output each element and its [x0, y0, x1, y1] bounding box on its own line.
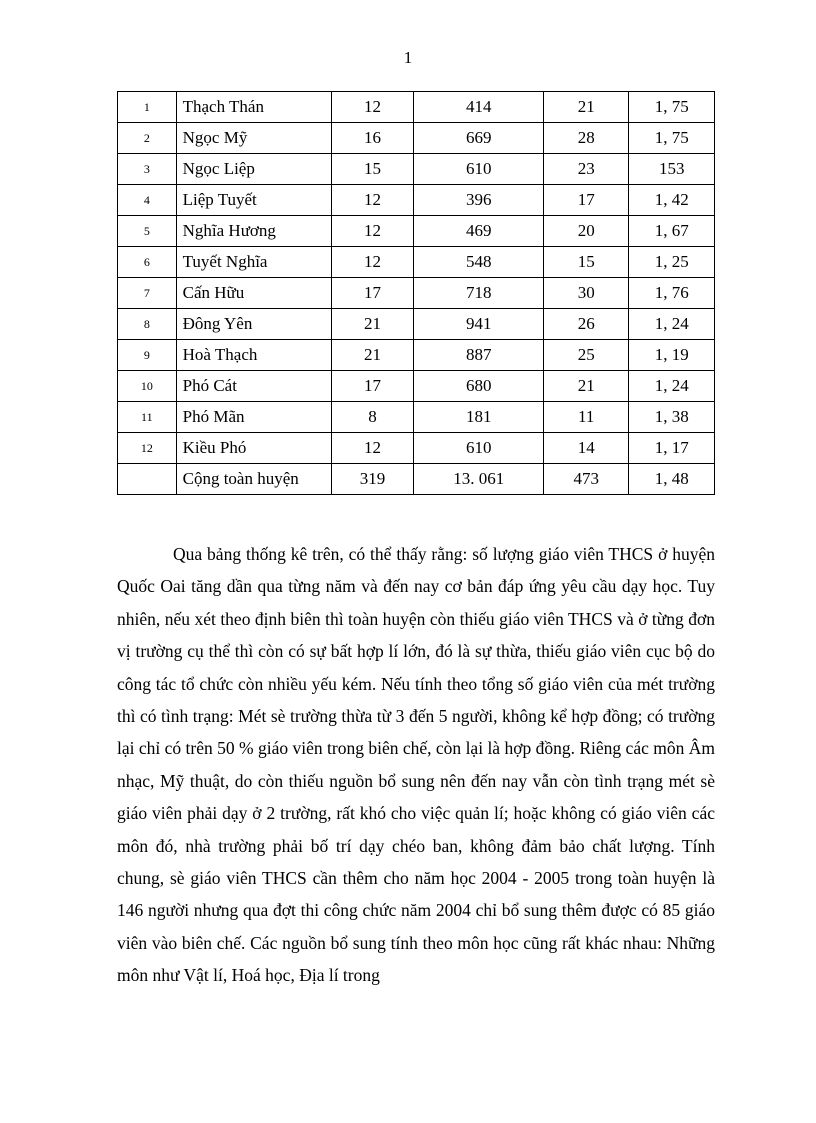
cell-col-a: 17	[331, 371, 414, 402]
table-row	[118, 309, 715, 340]
cell-commune-name: Cộng toàn huyện	[176, 464, 331, 495]
page-number: 1	[403, 48, 413, 67]
cell-col-b: 396	[414, 185, 543, 216]
cell-col-a: 21	[331, 309, 414, 340]
cell-col-d: 1, 75	[629, 123, 715, 154]
cell-col-b: 718	[414, 278, 543, 309]
cell-row-index: 2	[118, 123, 177, 154]
cell-row-index: 7	[118, 278, 177, 309]
table-row	[118, 185, 715, 216]
cell-col-a: 8	[331, 402, 414, 433]
cell-col-c: 28	[543, 123, 629, 154]
cell-row-index: 4	[118, 185, 177, 216]
cell-row-index: 1	[118, 92, 177, 123]
cell-col-c: 25	[543, 340, 629, 371]
cell-commune-name: Phó Mãn	[176, 402, 331, 433]
cell-row-index: 8	[118, 309, 177, 340]
cell-col-b: 669	[414, 123, 543, 154]
cell-col-c: 11	[543, 402, 629, 433]
cell-col-b: 941	[414, 309, 543, 340]
cell-commune-name: Nghĩa Hương	[176, 216, 331, 247]
cell-col-b: 610	[414, 154, 543, 185]
cell-commune-name: Ngọc Liệp	[176, 154, 331, 185]
body-paragraph: Qua bảng thống kê trên, có thể thấy rằng: số lượng giáo viên THCS ở huyện Quốc Oai tăng dần qua từng năm và đến nay cơ bản đáp ứng yêu cầu dạy học. Tuy nhiên, nếu xét theo định biên thì toàn huyện còn thiếu giáo viên THCS và ở từng đơn vị trường cụ thể thì còn có sự bất hợp lí lớn, đó là sự thừa, thiếu giáo viên cục bộ do công tác tổ chức còn nhiều yếu kém. Nếu tính theo tổng số giáo viên của mét trường thì có tình trạng: Mét sè trường thừa từ 3 đến 5 người, không kể hợp đồng; có trường lại chỉ có trên 50 % giáo viên trong biên chế, còn lại là hợp đồng. Riêng các môn Âm nhạc, Mỹ thuật, do còn thiếu nguồn bổ sung nên đến nay vẫn còn tình trạng mét sè giáo viên phải dạy ở 2 trường, rất khó cho việc quản lí; hoặc không có giáo viên các môn đó, nhà trường phải bố trí dạy chéo ban, không đảm bảo chất lượng. Tính chung, sè giáo viên THCS cần thêm cho năm học 2004 - 2005 trong toàn huyện là 146 người nhưng qua đợt thi công chức năm 2004 chỉ bổ sung thêm được có 85 giáo viên vào biên chế. Các nguồn bổ sung tính theo môn học cũng rất khác nhau: Những môn như Vật lí, Hoá học, Địa lí trong	[117, 544, 715, 986]
cell-col-a: 12	[331, 247, 414, 278]
cell-row-index: 11	[118, 402, 177, 433]
table-row	[118, 340, 715, 371]
cell-col-a: 16	[331, 123, 414, 154]
table-row	[118, 154, 715, 185]
cell-col-d: 1, 25	[629, 247, 715, 278]
cell-col-d: 1, 76	[629, 278, 715, 309]
cell-row-index: 12	[118, 433, 177, 464]
cell-col-c: 473	[543, 464, 629, 495]
cell-col-a: 12	[331, 216, 414, 247]
table-body	[118, 92, 715, 495]
cell-col-d: 1, 24	[629, 309, 715, 340]
cell-row-index	[118, 464, 177, 495]
cell-col-d: 1, 42	[629, 185, 715, 216]
cell-commune-name: Tuyết Nghĩa	[176, 247, 331, 278]
cell-row-index: 10	[118, 371, 177, 402]
cell-col-b: 680	[414, 371, 543, 402]
cell-col-d: 1, 24	[629, 371, 715, 402]
cell-commune-name: Kiều Phó	[176, 433, 331, 464]
cell-commune-name: Liệp Tuyết	[176, 185, 331, 216]
cell-col-d: 1, 48	[629, 464, 715, 495]
cell-col-a: 319	[331, 464, 414, 495]
cell-col-b: 13. 061	[414, 464, 543, 495]
cell-row-index: 9	[118, 340, 177, 371]
table-row	[118, 216, 715, 247]
cell-row-index: 5	[118, 216, 177, 247]
cell-col-b: 469	[414, 216, 543, 247]
table-row	[118, 371, 715, 402]
table-row	[118, 123, 715, 154]
cell-col-d: 1, 75	[629, 92, 715, 123]
cell-col-b: 887	[414, 340, 543, 371]
cell-col-a: 15	[331, 154, 414, 185]
table-total-row	[118, 464, 715, 495]
cell-commune-name: Hoà Thạch	[176, 340, 331, 371]
cell-col-c: 21	[543, 92, 629, 123]
cell-col-a: 17	[331, 278, 414, 309]
table-row	[118, 92, 715, 123]
cell-col-c: 17	[543, 185, 629, 216]
cell-col-d: 1, 17	[629, 433, 715, 464]
cell-row-index: 3	[118, 154, 177, 185]
cell-commune-name: Thạch Thán	[176, 92, 331, 123]
cell-col-a: 21	[331, 340, 414, 371]
cell-col-d: 1, 67	[629, 216, 715, 247]
table-row	[118, 247, 715, 278]
cell-col-a: 12	[331, 433, 414, 464]
cell-col-c: 30	[543, 278, 629, 309]
cell-col-a: 12	[331, 185, 414, 216]
cell-commune-name: Ngọc Mỹ	[176, 123, 331, 154]
cell-col-b: 414	[414, 92, 543, 123]
cell-commune-name: Cấn Hữu	[176, 278, 331, 309]
cell-col-b: 610	[414, 433, 543, 464]
table-row	[118, 402, 715, 433]
table-row	[118, 278, 715, 309]
cell-col-c: 26	[543, 309, 629, 340]
cell-col-a: 12	[331, 92, 414, 123]
cell-col-c: 15	[543, 247, 629, 278]
cell-col-d: 1, 38	[629, 402, 715, 433]
cell-col-b: 548	[414, 247, 543, 278]
cell-col-c: 23	[543, 154, 629, 185]
cell-col-d: 1, 19	[629, 340, 715, 371]
cell-commune-name: Đông Yên	[176, 309, 331, 340]
cell-row-index: 6	[118, 247, 177, 278]
cell-col-c: 21	[543, 371, 629, 402]
statistics-table	[117, 91, 715, 495]
cell-col-c: 14	[543, 433, 629, 464]
cell-col-b: 181	[414, 402, 543, 433]
table-row	[118, 433, 715, 464]
cell-col-d: 153	[629, 154, 715, 185]
cell-col-c: 20	[543, 216, 629, 247]
cell-commune-name: Phó Cát	[176, 371, 331, 402]
